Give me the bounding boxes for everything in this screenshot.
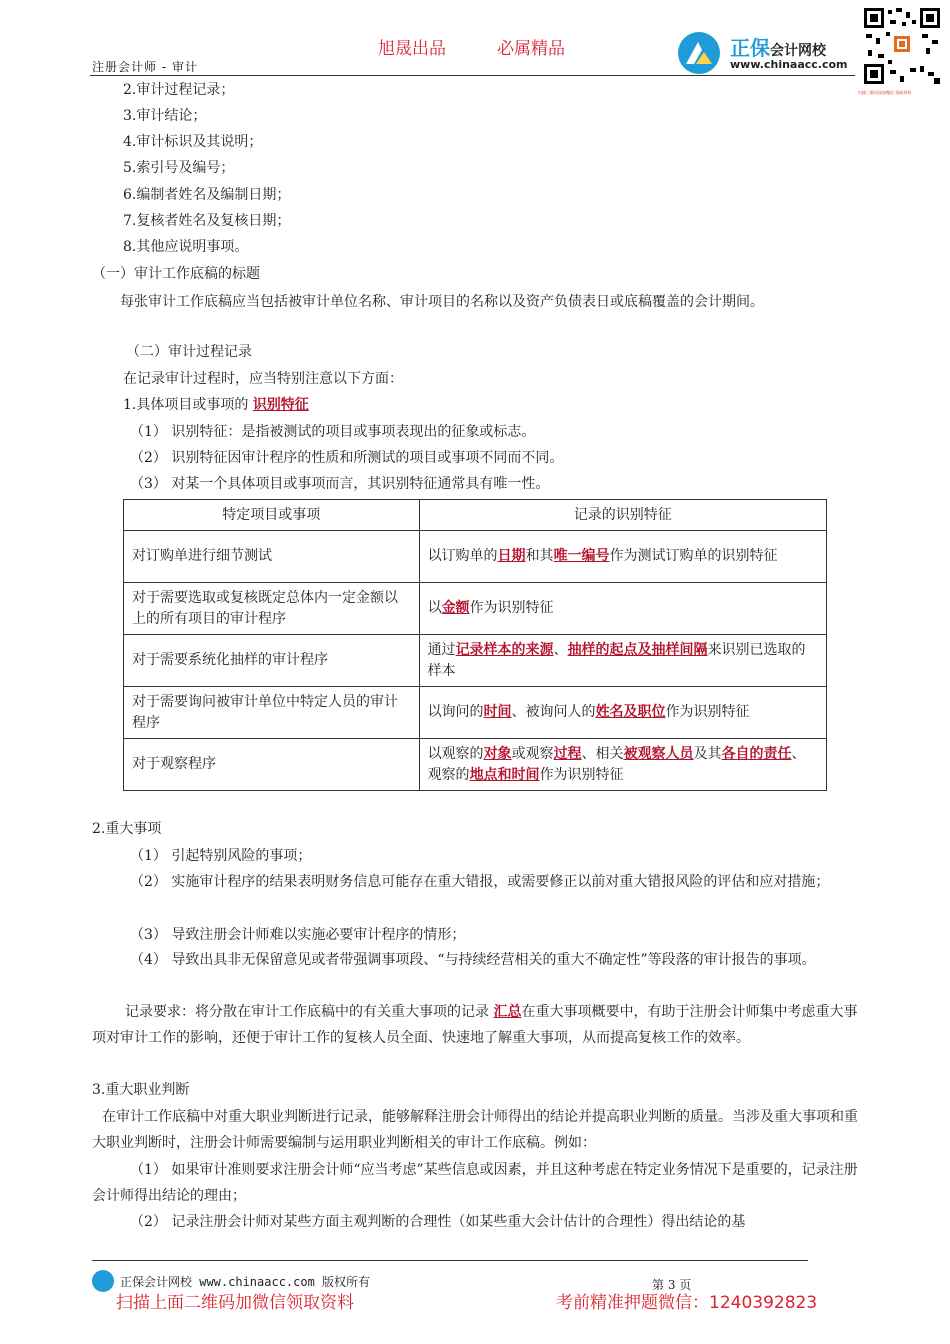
table-row	[124, 739, 827, 791]
brand-logo	[678, 28, 858, 74]
logo-url: www.chinaacc.com	[730, 58, 848, 71]
feature-text: 作为测试订购单的识别特征	[609, 548, 778, 564]
table-row	[124, 583, 827, 635]
feature-text: 作为识别特征	[469, 600, 554, 616]
logo-mark-icon	[678, 32, 720, 74]
highlight-keyword: 各自的责任	[721, 745, 792, 762]
judgment-point: （1） 如果审计准则要求注册会计师“应当考虑”某些信息或因素，并且这种考虑在特定业务情况下是重要的，记录注册会计师得出结论的理由；	[92, 1162, 858, 1204]
feature-text: 作为识别特征	[539, 766, 624, 783]
section-title-body: 每张审计工作底稿应当包括被审计单位名称、审计项目的名称以及资产负债表日或底稿覆盖的会计期间。	[120, 294, 764, 310]
page-number: 第 3 页	[652, 1278, 692, 1292]
header-promo-right: 必属精品	[497, 39, 565, 59]
list-item: 4.审计标识及其说明；	[123, 134, 263, 150]
highlight-keyword: 过程	[553, 745, 582, 762]
table-row	[124, 531, 827, 583]
highlight-keyword: 对象	[483, 745, 512, 762]
judgment-point: （2） 记录注册会计师对某些方面主观判断的合理性（如某些重大会计估计的合理性）得出结论的基	[130, 1214, 746, 1230]
footer-divider	[92, 1260, 808, 1261]
judgment-body: 在审计工作底稿中对重大职业判断进行记录，能够解释注册会计师得出的结论并提高职业判断的质量。当涉及重大事项和重大职业判断时，注册会计师需要编制与运用职业判断相关的审计工作底稿。例如：	[92, 1109, 858, 1151]
document-subject: 注册会计师 - 审计	[92, 60, 198, 74]
feature-text: 以	[427, 600, 442, 616]
highlight-keyword: 时间	[483, 704, 512, 720]
highlight-keyword: 抽样的起点及抽样间隔	[567, 641, 708, 658]
header-divider	[90, 75, 855, 76]
table-cell-feature	[419, 531, 826, 583]
table-row	[124, 687, 827, 739]
subheading-prefix: 1.具体项目或事项的	[123, 397, 253, 413]
list-item: 3.审计结论；	[123, 108, 207, 124]
table-cell-feature	[419, 583, 826, 635]
subheading-identifying-features	[123, 395, 309, 415]
feature-text: 、相关	[581, 745, 624, 762]
feature-text: 通过	[427, 641, 456, 658]
footer-promo-left: 扫描上面二维码加微信领取资料	[116, 1293, 354, 1313]
table-cell-item: 对于需要系统化抽样的审计程序	[124, 635, 420, 687]
table-header-cell: 特定项目或事项	[124, 500, 420, 531]
section-process-intro: 在记录审计过程时，应当特别注意以下方面：	[123, 371, 403, 387]
highlight-keyword: 识别特征	[252, 397, 309, 413]
table-cell-item: 对于需要询问被审计单位中特定人员的审计程序	[124, 687, 420, 739]
table-cell-feature	[419, 687, 826, 739]
highlight-keyword: 姓名及职位	[595, 704, 666, 720]
section-heading-major-matters: 2.重大事项	[92, 821, 162, 837]
requirement-suffix: 在重大事项概要中，有助于注册会计师集中考虑重大事项对审计工作的影响，还便于审计工作的复核人员全面、快速地了解重大事项，从而提高复核工作的效率。	[92, 1004, 858, 1046]
feature-text: 以询问的	[427, 704, 484, 720]
list-item: 8.其他应说明事项。	[123, 239, 249, 255]
identification-table	[123, 499, 827, 791]
highlight-keyword: 汇总	[493, 1004, 522, 1020]
feature-text: 及其	[693, 745, 722, 762]
table-cell-item: 对于观察程序	[124, 739, 420, 791]
highlight-keyword: 唯一编号	[553, 548, 610, 564]
footer-promo-right: 考前精准押题微信：1240392823	[556, 1293, 818, 1313]
feature-text: 以观察的	[427, 745, 484, 762]
major-matter-point: （2） 实施审计程序的结果表明财务信息可能存在重大错报，或需要修正以前对重大错报风险的评估和应对措施；	[130, 874, 830, 890]
list-item: 6.编制者姓名及编制日期；	[123, 187, 291, 203]
logo-sub: 会计网校	[770, 43, 826, 59]
feature-text: 或观察	[511, 745, 554, 762]
qr-code-icon	[862, 6, 942, 86]
feature-text: 和其	[525, 548, 554, 564]
table-row	[124, 635, 827, 687]
logo-name: 正保	[730, 36, 770, 60]
highlight-keyword: 日期	[497, 548, 526, 564]
feature-point: （2） 识别特征因审计程序的性质和所测试的项目或事项不同而不同。	[130, 450, 564, 466]
highlight-keyword: 被观察人员	[623, 745, 694, 762]
major-matter-point: （3） 导致注册会计师难以实施必要审计程序的情形；	[130, 927, 466, 943]
table-cell-item: 对订购单进行细节测试	[124, 531, 420, 583]
table-header-row	[124, 500, 827, 531]
major-matter-point: （1） 引起特别风险的事项；	[130, 848, 312, 864]
footer-copyright: 正保会计网校 www.chinaacc.com 版权所有	[120, 1275, 371, 1289]
table-header-cell: 记录的识别特征	[419, 500, 826, 531]
list-item: 7.复核者姓名及复核日期；	[123, 213, 291, 229]
highlight-keyword: 金额	[441, 600, 470, 616]
feature-text: 、	[553, 641, 568, 658]
list-item: 2.审计过程记录；	[123, 82, 235, 98]
list-item: 5.索引号及编号；	[123, 160, 235, 176]
highlight-keyword: 地点和时间	[469, 766, 540, 783]
qr-caption: 扫描二维码添加微信 领取资料	[858, 90, 912, 95]
feature-point: （1） 识别特征：是指被测试的项目或事项表现出的征象或标志。	[130, 424, 536, 440]
footer-logo-icon	[92, 1270, 114, 1292]
feature-text: 、观察的	[427, 745, 806, 783]
section-heading-title: （一）审计工作底稿的标题	[92, 266, 260, 282]
table-cell-feature	[419, 635, 826, 687]
major-matter-requirement	[92, 999, 858, 1051]
highlight-keyword: 记录样本的来源	[455, 641, 554, 658]
header-promo-left: 旭晟出品	[378, 39, 446, 59]
requirement-prefix: 记录要求：将分散在审计工作底稿中的有关重大事项的记录	[125, 1004, 494, 1020]
feature-text: 以订购单的	[427, 548, 498, 564]
feature-point: （3） 对某一个具体项目或事项而言，其识别特征通常具有唯一性。	[130, 476, 550, 492]
feature-text: 、被询问人的	[511, 704, 596, 720]
table-cell-item: 对于需要选取或复核既定总体内一定金额以上的所有项目的审计程序	[124, 583, 420, 635]
table-cell-feature	[419, 739, 826, 791]
section-heading-professional-judgment: 3.重大职业判断	[92, 1082, 190, 1098]
section-heading-process: （二）审计过程记录	[126, 344, 252, 360]
feature-text: 作为识别特征	[665, 704, 750, 720]
feature-text: 来识别已选取的样本	[427, 641, 806, 679]
major-matter-point: （4） 导致出具非无保留意见或者带强调事项段、“与持续经营相关的重大不确定性”等段落的审计报告的事项。	[130, 952, 816, 968]
